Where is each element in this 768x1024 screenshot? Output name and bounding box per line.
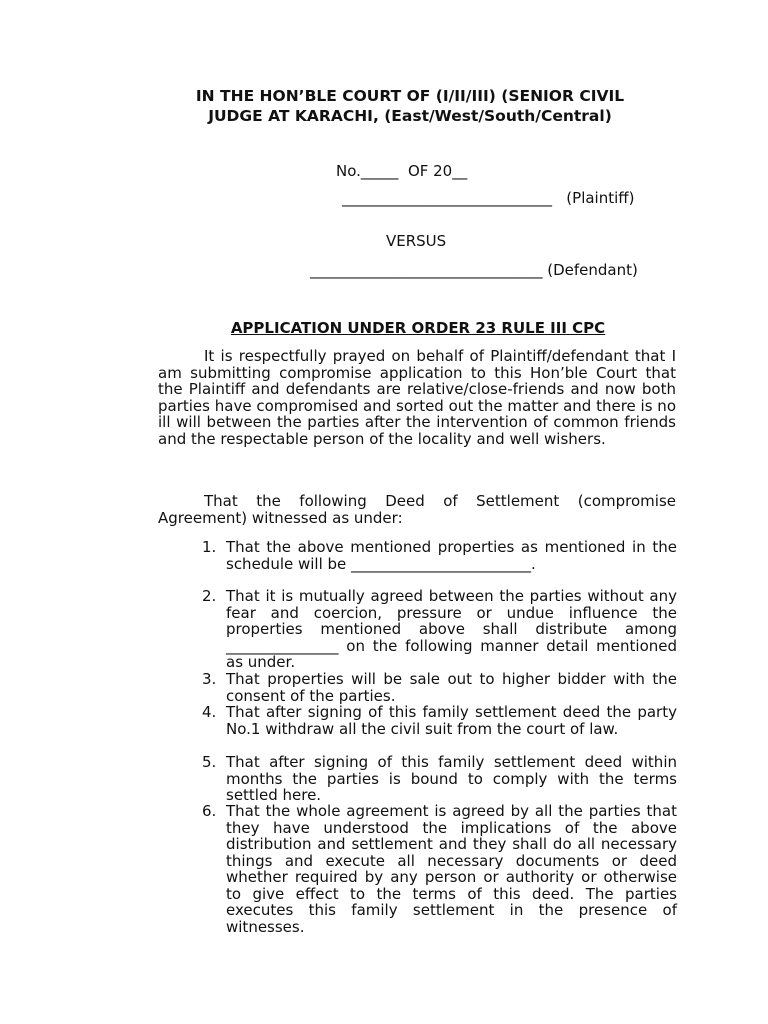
defendant-line: _______________________________ (Defendant) bbox=[310, 261, 638, 279]
plaintiff-line: ____________________________ (Plaintiff) bbox=[342, 189, 635, 207]
court-heading-line-1: IN THE HON’BLE COURT OF (I/II/III) (SENIOR CIVIL bbox=[195, 87, 625, 105]
list-item-text: That properties will be sale out to higher bidder with the consent of the parties. bbox=[226, 670, 677, 705]
court-heading-line-2: JUDGE AT KARACHI, (East/West/South/Central) bbox=[208, 107, 612, 125]
list-item-text: That after signing of this family settlement deed the party No.1 withdraw all the civil suit from the court of law. bbox=[226, 703, 677, 738]
list-item bbox=[202, 704, 677, 737]
list-item-number: 4. bbox=[202, 703, 217, 721]
list-item-number: 3. bbox=[202, 670, 217, 688]
list-item-text: That it is mutually agreed between the parties without any fear and coercion, pressure or undue influence the properties mentioned above shall distribute among _______________ on the following manner detail mentioned as under. bbox=[226, 587, 677, 671]
versus-label: VERSUS bbox=[386, 232, 447, 250]
list-item-number: 2. bbox=[202, 587, 217, 605]
list-item bbox=[202, 588, 677, 671]
list-item-text: That the above mentioned properties as mentioned in the schedule will be ________________________. bbox=[226, 538, 677, 573]
court-heading bbox=[100, 86, 720, 126]
list-item bbox=[202, 539, 677, 572]
case-number: No._____ OF 20__ bbox=[336, 162, 468, 180]
list-item-number: 6. bbox=[202, 802, 217, 820]
list-item-text: That the whole agreement is agreed by all the parties that they have understood the implications of the above distribution and settlement and they shall do all necessary things and execute all necessary documents or deed whether required by any person or authority or otherwise to give effect to the terms of this deed. The parties executes this family settlement in the presence of witnesses. bbox=[226, 802, 677, 936]
list-item bbox=[202, 671, 677, 704]
list-item bbox=[202, 803, 677, 935]
paragraph-deed-intro: That the following Deed of Settlement (compromise Agreement) witnessed as under: bbox=[158, 492, 676, 527]
application-title: APPLICATION UNDER ORDER 23 RULE III CPC bbox=[230, 319, 606, 337]
list-item-number: 1. bbox=[202, 538, 217, 556]
list-item bbox=[202, 754, 677, 804]
paragraph-prayer: It is respectfully prayed on behalf of Plaintiff/defendant that I am submitting compromise application to this Hon’ble Court that the Plaintiff and defendants are relative/close-friends and now both parties have compromised and sorted out the matter and there is no ill will between the parties after the intervention of common friends and the respectable person of the locality and well wishers. bbox=[158, 347, 676, 448]
list-item-number: 5. bbox=[202, 753, 217, 771]
list-item-text: That after signing of this family settlement deed within months the parties is bound to comply with the terms settled here. bbox=[226, 753, 677, 804]
